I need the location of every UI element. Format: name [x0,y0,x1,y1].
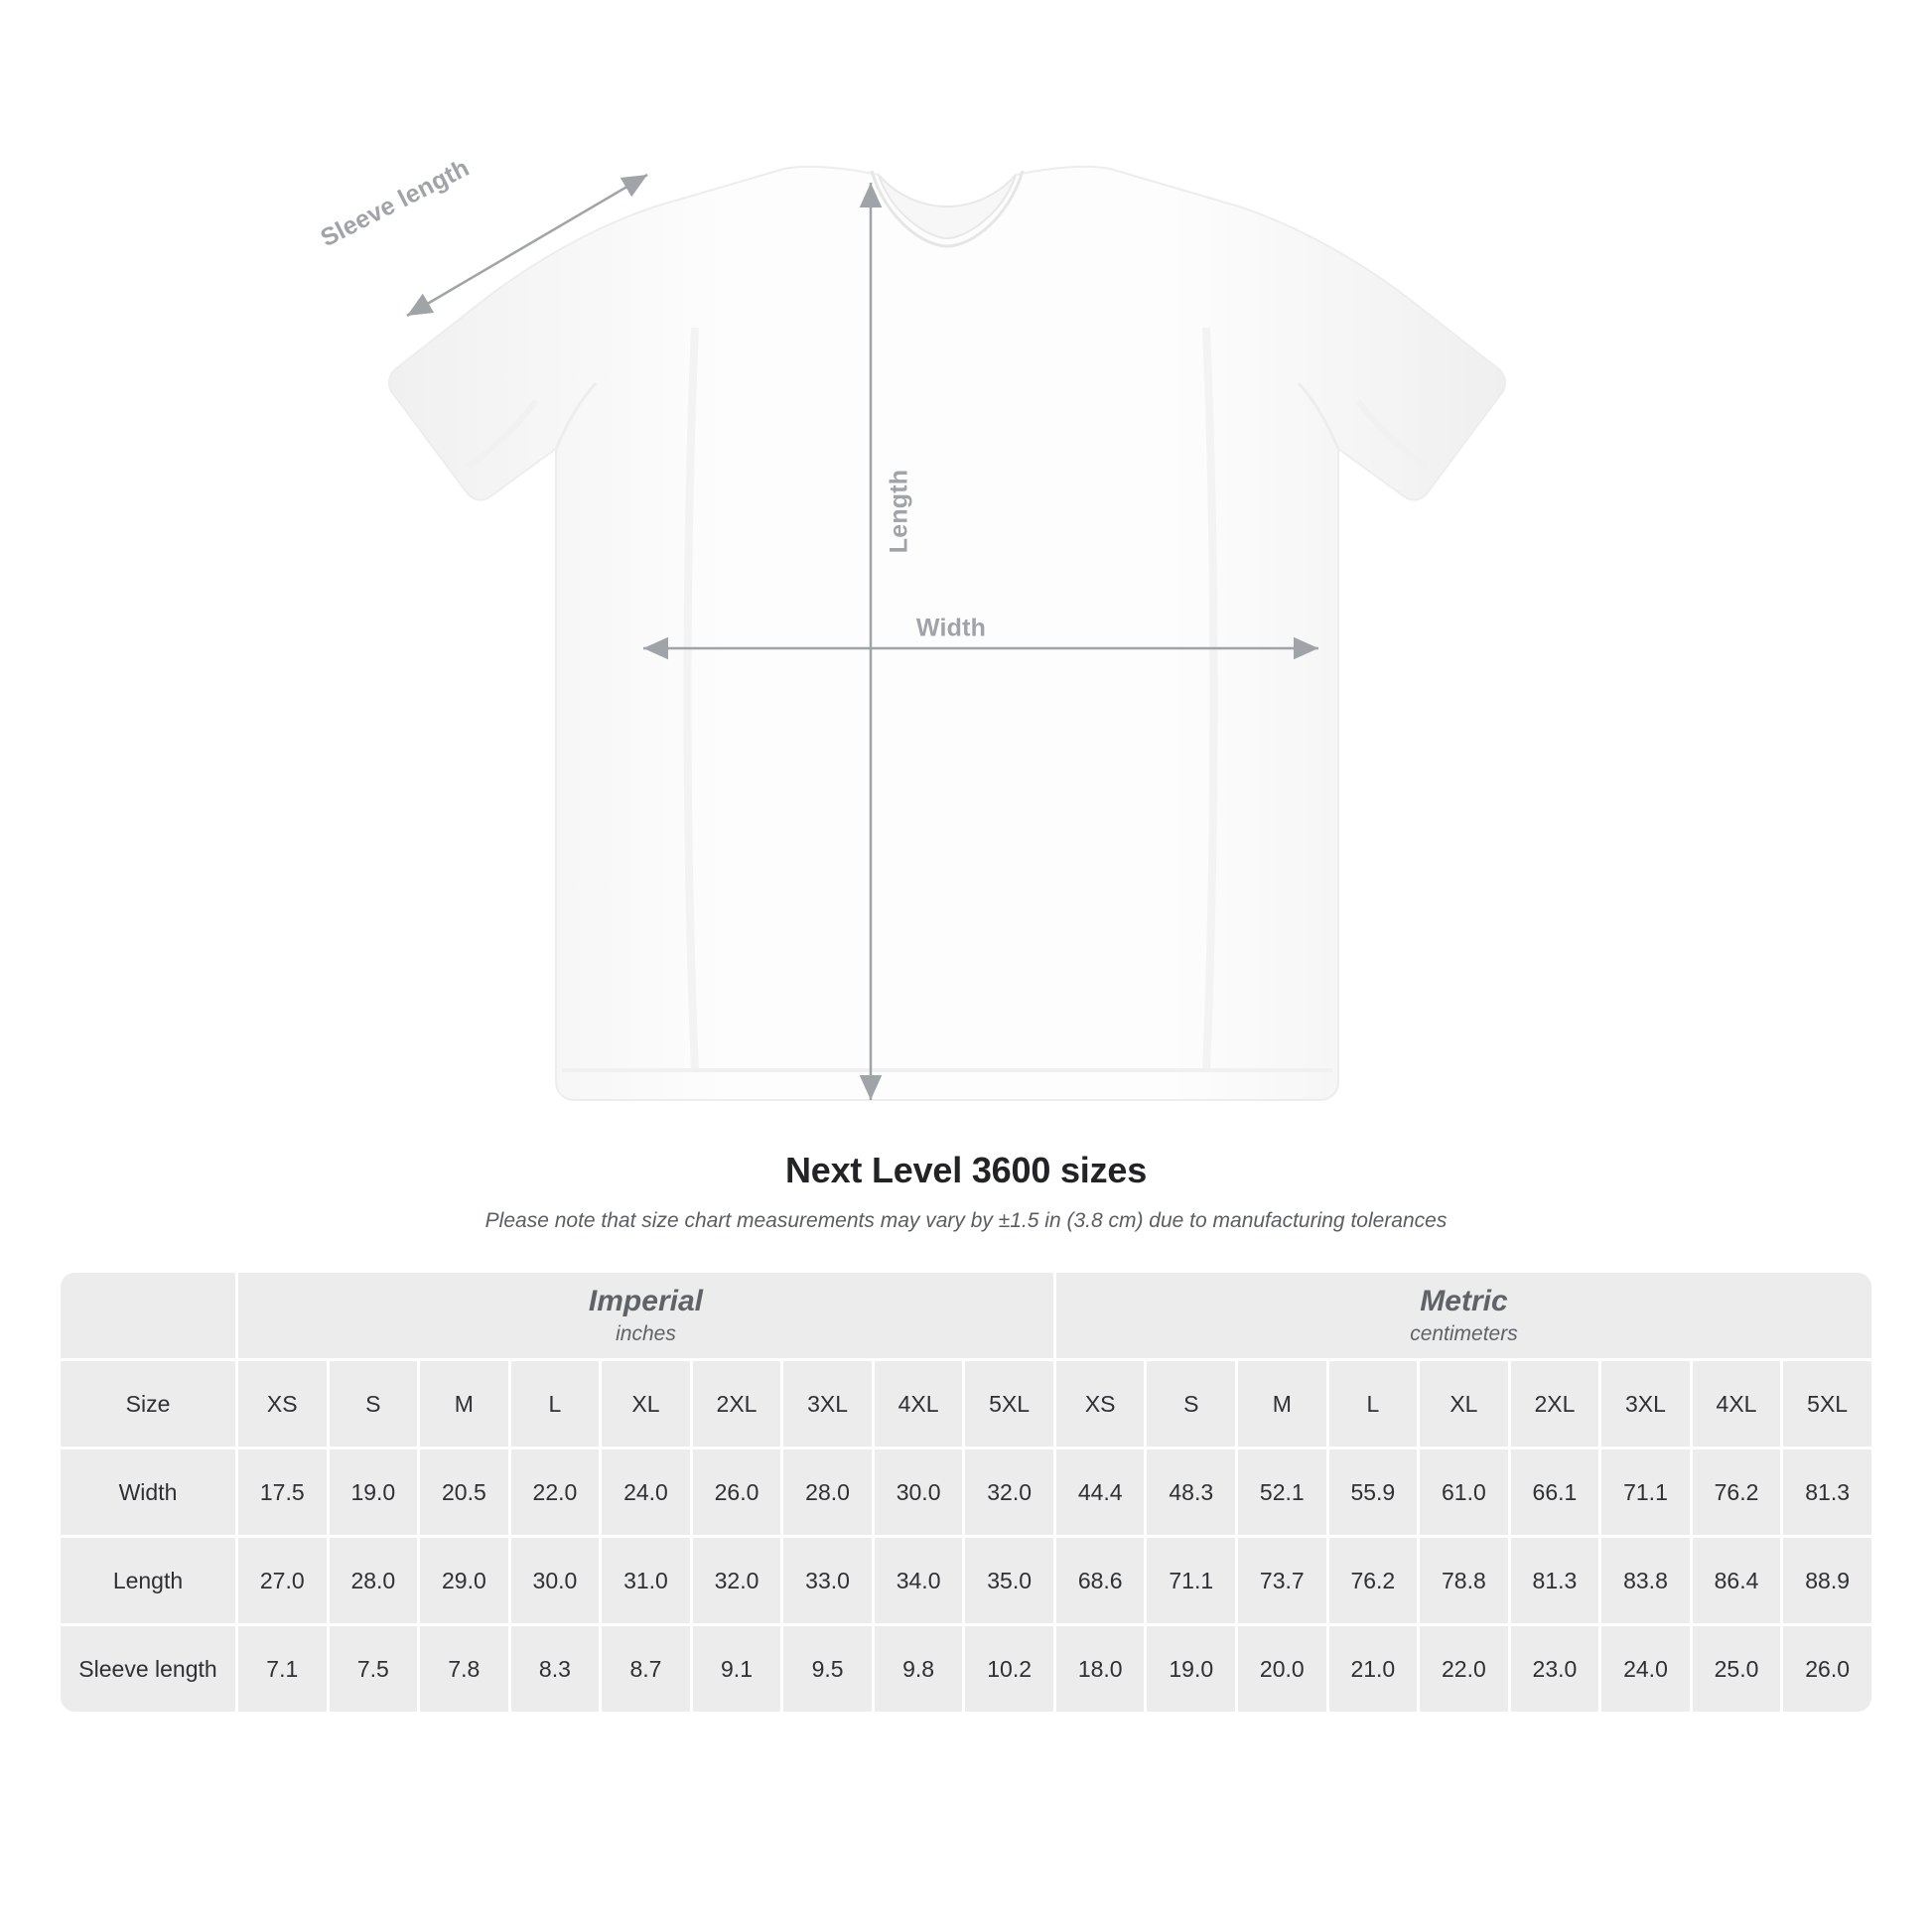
measurement-cell: 83.8 [1601,1538,1690,1623]
measurement-cell: 73.7 [1238,1538,1326,1623]
measurement-cell: 7.5 [330,1626,418,1712]
unit-group-header-metric [1056,1273,1871,1358]
table-row [61,1626,1871,1712]
measurement-cell: 22.0 [511,1449,600,1535]
measurement-cell: 81.3 [1783,1449,1871,1535]
measurement-cell: 17.5 [238,1449,327,1535]
unit-group-subtitle: centimeters [1410,1321,1518,1345]
measurement-cell: 19.0 [1147,1626,1235,1712]
measurement-cell: 66.1 [1511,1449,1599,1535]
page-title: Next Level 3600 sizes [784,1150,1148,1190]
measurement-cell: 30.0 [875,1449,963,1535]
measurement-cell: 48.3 [1147,1449,1235,1535]
unit-group-header-imperial [238,1273,1053,1358]
length-label: Length [885,469,913,554]
row-header-width: Width [61,1449,235,1535]
size-column-header: 4XL [1693,1361,1781,1447]
measurement-cell: 25.0 [1693,1626,1781,1712]
measurement-cell: 18.0 [1056,1626,1145,1712]
size-column-header: L [511,1361,600,1447]
size-header-row [61,1361,1871,1447]
size-column-header: L [1329,1361,1418,1447]
size-column-header: M [420,1361,508,1447]
size-column-header: XS [1056,1361,1145,1447]
measurement-cell: 44.4 [1056,1449,1145,1535]
measurement-cell: 24.0 [602,1449,690,1535]
size-column-header: 3XL [783,1361,872,1447]
measurement-cell: 26.0 [1783,1626,1871,1712]
measurement-cell: 29.0 [420,1538,508,1623]
measurement-cell: 23.0 [1511,1626,1599,1712]
row-header-length: Length [61,1538,235,1623]
measurement-cell: 52.1 [1238,1449,1326,1535]
size-column-header: XL [602,1361,690,1447]
measurement-cell: 78.8 [1420,1538,1508,1623]
measurement-cell: 34.0 [875,1538,963,1623]
measurement-cell: 21.0 [1329,1626,1418,1712]
size-column-header: 5XL [965,1361,1053,1447]
size-column-header: 3XL [1601,1361,1690,1447]
measurement-cell: 7.1 [238,1626,327,1712]
size-column-header: S [330,1361,418,1447]
title-block [0,1150,1932,1233]
table-row [61,1449,1871,1535]
measurement-cell: 24.0 [1601,1626,1690,1712]
measurement-cell: 27.0 [238,1538,327,1623]
measurement-cell: 7.8 [420,1626,508,1712]
measurement-cell: 22.0 [1420,1626,1508,1712]
measurement-cell: 76.2 [1693,1449,1781,1535]
measurement-cell: 28.0 [330,1538,418,1623]
measurement-cell: 9.5 [783,1626,872,1712]
table-corner-cell [61,1273,235,1358]
size-column-header: 2XL [693,1361,781,1447]
width-label: Width [915,614,987,642]
measurement-cell: 61.0 [1420,1449,1508,1535]
measurement-cell: 10.2 [965,1626,1053,1712]
unit-group-name: Metric [1420,1285,1508,1318]
measurement-cell: 9.1 [693,1626,781,1712]
measurement-cell: 9.8 [875,1626,963,1712]
unit-group-subtitle: inches [616,1321,676,1345]
measurement-cell: 35.0 [965,1538,1053,1623]
measurement-cell: 28.0 [783,1449,872,1535]
measurement-cell: 68.6 [1056,1538,1145,1623]
size-column-header: M [1238,1361,1326,1447]
size-table [58,1270,1874,1715]
unit-header-row [61,1273,1871,1358]
measurement-cell: 8.7 [602,1626,690,1712]
unit-group-name: Imperial [588,1285,703,1318]
measurement-cell: 19.0 [330,1449,418,1535]
tolerance-note: Please note that size chart measurements may vary by ±1.5 in (3.8 cm) due to manufacturing tolerances [484,1209,1448,1232]
measurement-cell: 30.0 [511,1538,600,1623]
size-column-header: XS [238,1361,327,1447]
measurement-cell: 26.0 [693,1449,781,1535]
measurement-cell: 71.1 [1147,1538,1235,1623]
measurement-cell: 33.0 [783,1538,872,1623]
measurement-cell: 31.0 [602,1538,690,1623]
size-column-header: 2XL [1511,1361,1599,1447]
measurement-cell: 86.4 [1693,1538,1781,1623]
measurement-cell: 71.1 [1601,1449,1690,1535]
size-column-header: S [1147,1361,1235,1447]
size-header-cell: Size [61,1361,235,1447]
measurement-cell: 55.9 [1329,1449,1418,1535]
measurement-cell: 8.3 [511,1626,600,1712]
measurement-cell: 76.2 [1329,1538,1418,1623]
sleeve-length-label: Sleeve length [316,153,475,253]
table-row [61,1538,1871,1623]
row-header-sleeve-length: Sleeve length [61,1626,235,1712]
size-column-header: 5XL [1783,1361,1871,1447]
measurement-cell: 20.0 [1238,1626,1326,1712]
measurement-cell: 88.9 [1783,1538,1871,1623]
measurement-cell: 20.5 [420,1449,508,1535]
size-column-header: 4XL [875,1361,963,1447]
size-column-header: XL [1420,1361,1508,1447]
measurement-cell: 81.3 [1511,1538,1599,1623]
measurement-cell: 32.0 [965,1449,1053,1535]
measurement-cell: 32.0 [693,1538,781,1623]
size-table-wrapper [58,1270,1874,1715]
